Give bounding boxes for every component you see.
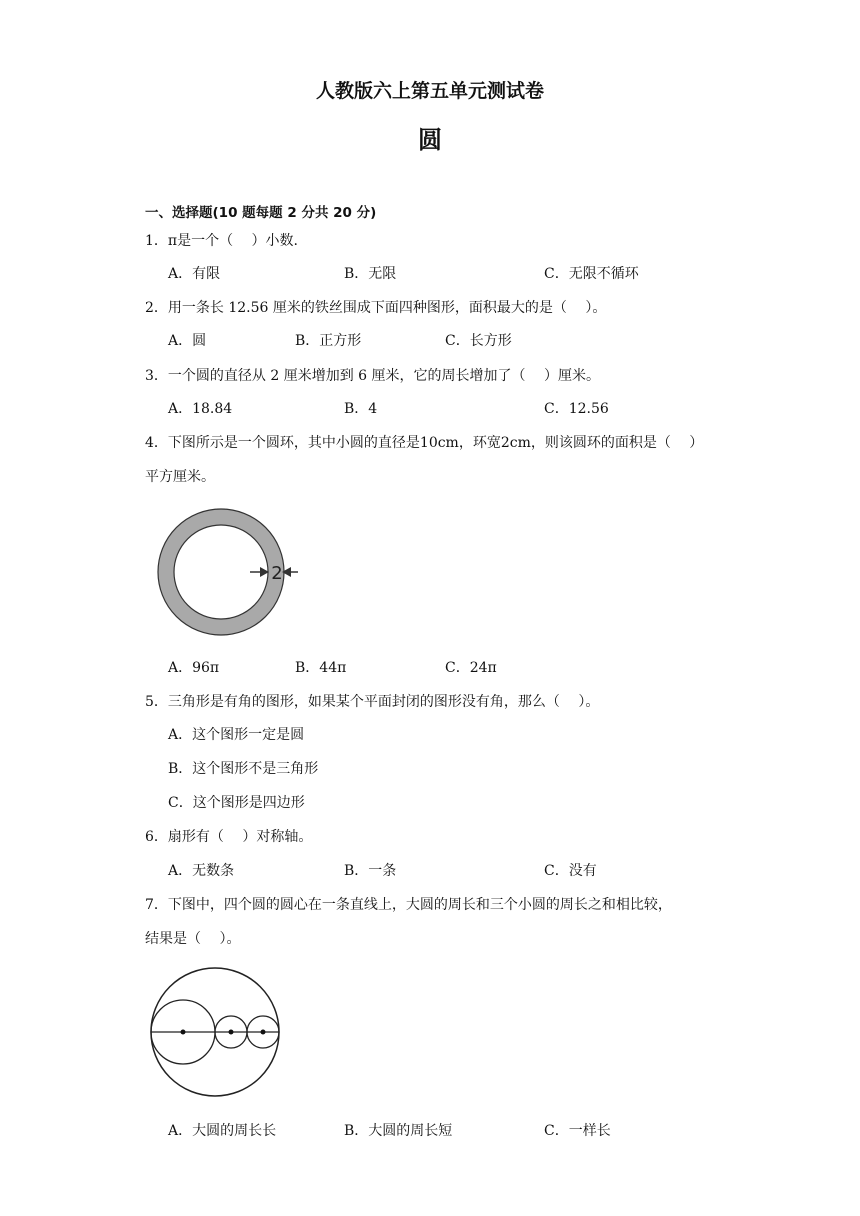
question-5-text: 5．三角形是有角的图形，如果某个平面封闭的图形没有角，那么（ ）。 xyxy=(145,694,600,710)
circles-figure xyxy=(146,962,286,1102)
question-1-option-a: A．有限 xyxy=(168,266,221,282)
ring-figure xyxy=(148,500,328,650)
center-dot-2 xyxy=(229,1030,234,1035)
question-3-option-b: B．4 xyxy=(344,401,378,417)
question-7-text: 7．下图中，四个圆的圆心在一条直线上，大圆的周长和三个小圆的周长之和相比较， xyxy=(145,897,672,913)
center-dot-3 xyxy=(261,1030,266,1035)
question-3-option-a: A．18.84 xyxy=(168,401,233,417)
question-6-option-c: C．没有 xyxy=(544,863,597,879)
document-title: 人教版六上第五单元测试卷 xyxy=(315,80,544,102)
question-1-option-c: C．无限不循环 xyxy=(544,266,639,282)
question-4-option-b: B．44π xyxy=(295,660,347,676)
question-3-text: 3．一个圆的直径从 2 厘米增加到 6 厘米，它的周长增加了（ ）厘米。 xyxy=(145,368,600,384)
question-1-option-b: B．无限 xyxy=(344,266,397,282)
question-5-option-a: A．这个图形一定是圆 xyxy=(168,727,305,743)
center-dot-1 xyxy=(181,1030,186,1035)
question-4-text-continued: 平方厘米。 xyxy=(145,469,215,485)
section-heading: 一、选择题(10 题每题 2 分共 20 分) xyxy=(145,205,377,221)
question-6-option-b: B．一条 xyxy=(344,863,397,879)
question-3-option-c: C．12.56 xyxy=(544,401,609,417)
question-4-text: 4．下图所示是一个圆环，其中小圆的直径是10cm，环宽2cm，则该圆环的面积是（ ） xyxy=(145,435,704,451)
question-4-option-a: A．96π xyxy=(168,660,220,676)
question-7-option-a: A．大圆的周长长 xyxy=(168,1123,277,1139)
question-1-text: 1．π是一个（ ）小数. xyxy=(145,233,299,249)
question-2-option-a: A．圆 xyxy=(168,333,207,349)
question-5-option-c: C．这个图形是四边形 xyxy=(168,795,305,811)
question-5-option-b: B．这个图形不是三角形 xyxy=(168,761,319,777)
question-2-option-b: B．正方形 xyxy=(295,333,362,349)
question-6-text: 6．扇形有（ ）对称轴。 xyxy=(145,829,313,845)
question-7-option-c: C．一样长 xyxy=(544,1123,611,1139)
question-4-option-c: C．24π xyxy=(445,660,497,676)
question-7-option-b: B．大圆的周长短 xyxy=(344,1123,453,1139)
question-6-option-a: A．无数条 xyxy=(168,863,235,879)
question-2-text: 2．用一条长 12.56 厘米的铁丝围成下面四种图形，面积最大的是（ ）。 xyxy=(145,300,607,316)
document-subtitle: 圆 xyxy=(418,126,442,154)
question-2-option-c: C．长方形 xyxy=(445,333,512,349)
question-7-text-continued: 结果是（ ）。 xyxy=(145,931,241,947)
ring-width-label: 2 xyxy=(271,563,283,584)
